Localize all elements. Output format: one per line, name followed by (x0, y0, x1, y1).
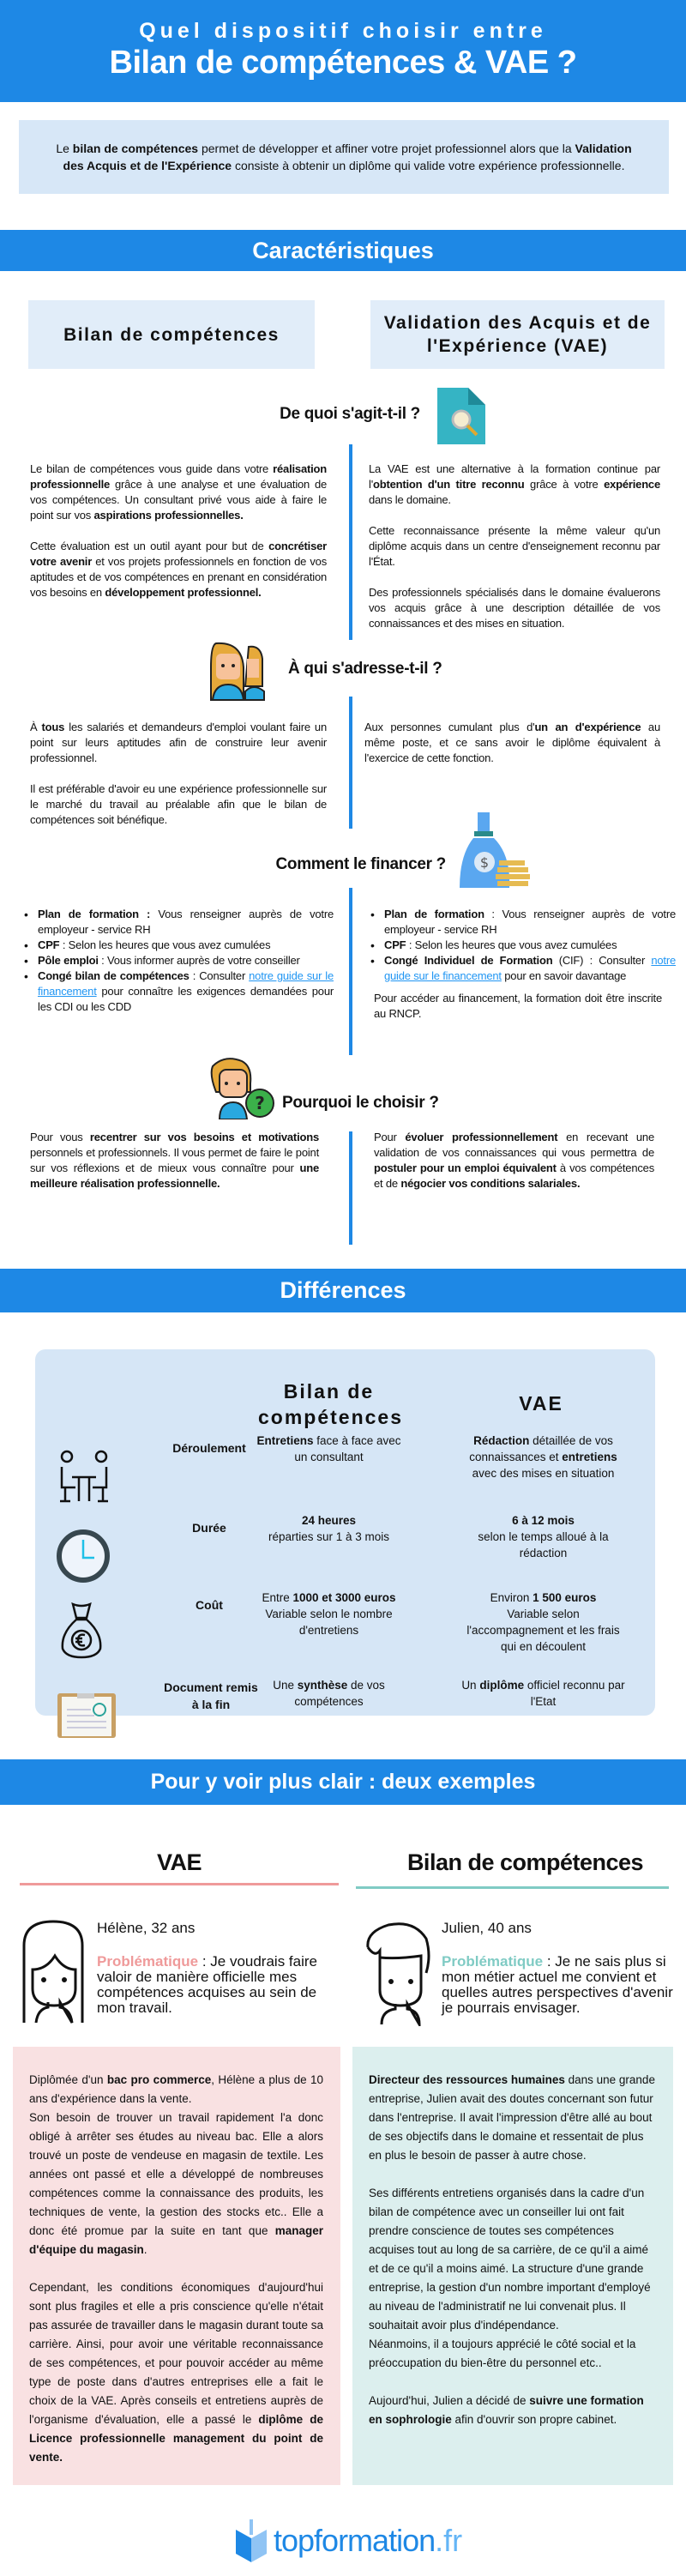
text: en recevant une validation de vos connaissances qui vous permettra de (374, 1131, 654, 1159)
text: et vos projets professionnels en fonction de vos aptitudes et de vos compétences en prenant en considération vos besoins en (30, 555, 327, 599)
bold-text: Rédaction (473, 1434, 530, 1447)
underline-bilan (356, 1886, 669, 1889)
text: À (30, 721, 42, 733)
text: de vos compétences (294, 1679, 385, 1708)
person-question-icon (208, 1058, 276, 1119)
text: Le bilan de compétences vous guide dans votre (30, 462, 274, 475)
cell-bilan (250, 1590, 408, 1638)
list-item (369, 953, 676, 984)
svg-text:$: $ (479, 854, 490, 871)
bold-text: réalisation professionnelle (30, 462, 327, 491)
bold-text: diplôme de Licence professionnelle management du point de vente. (29, 2413, 323, 2464)
text: les salariés et demandeurs d'emploi voulant faire un point sur leurs aptitudes afin de construire leur avenir professionnel. (30, 721, 327, 764)
woman-avatar-icon (21, 1920, 87, 2026)
text: Le (56, 142, 73, 155)
bold-text: 6 à 12 mois (512, 1514, 575, 1527)
paragraph (30, 462, 327, 523)
money-bag-icon (460, 812, 537, 888)
example-title-bilan: Bilan de compétences (406, 1849, 644, 1875)
header-banner (0, 0, 686, 102)
text: Un (461, 1679, 480, 1692)
problem-label: Problématique (97, 1953, 199, 1970)
text: Vous renseigner auprès de votre employeur - service RH (38, 908, 334, 936)
cell-vae (460, 1433, 627, 1481)
q1-right-text (369, 462, 660, 647)
text: Entre (262, 1591, 293, 1604)
text: Il est préférable d'avoir eu une expérience professionnelle sur le marché du travail au préalable afin que le bilan de compétences soit bénéfique. (30, 782, 327, 826)
text: officiel reconnu par l'Etat (524, 1679, 625, 1708)
row-label: Déroulement (172, 1441, 246, 1455)
bold-text: Validation des Acquis et de l'Expérience (63, 142, 632, 172)
row-label: Coût (196, 1598, 223, 1612)
paragraph (29, 2071, 323, 2259)
text: Ses différents entretiens organisés dans la cadre d'un bilan de compétence avec un conseiller lui ont fait prendre conscience de toutes ses compétences acquises tout au long de sa carrière, de ce qu'il a aimé et de ce qu'il a moins aimé. La structure d'une grande entreprise, la gestion d'un nombre important d'employé au niveau de l'administratif ne lui convenait plus. Il souhaitait avoir plus d'indépendance. (369, 2187, 651, 2332)
list-item (22, 968, 334, 1015)
problem-text: : Je voudrais faire valoir de manière officielle mes compétences acquises au sein de mon travail. (97, 1953, 317, 2016)
q4-right-text (374, 1130, 654, 1207)
financing-note (369, 991, 662, 1022)
paragraph (30, 720, 327, 766)
bold-text: expérience (604, 478, 660, 491)
text: Variable selon l'accompagnement et les frais qui en découlent (466, 1608, 620, 1653)
bold-text: Directeur des ressources humaines (369, 2073, 565, 2086)
column-header-vae: Validation des Acquis et de l'Expérience (VAE) (370, 300, 665, 369)
column-divider (349, 444, 352, 640)
column-divider (349, 697, 352, 829)
bold-text: Congé Individuel de Formation (384, 954, 553, 967)
bold-text: CPF (384, 938, 406, 951)
logo-text: topformation (274, 2523, 436, 2558)
text: pour en savoir davantage (501, 969, 627, 982)
bold-text: Plan de formation : (38, 908, 151, 920)
cell-bilan (250, 1677, 408, 1710)
svg-text:?: ? (255, 1093, 265, 1113)
text: . (143, 2243, 147, 2256)
person-card-helene (97, 1920, 328, 2016)
person-name: Hélène, 32 ans (97, 1920, 196, 1936)
person-name: Julien, 40 ans (442, 1920, 532, 1936)
paragraph (364, 720, 660, 766)
text: Cette reconnaissance présente la même valeur qu'un diplôme acquis dans un centre d'enseignement reconnu par l'État. (369, 524, 660, 568)
bold-text: postuler pour un emploi équivalent (374, 1161, 557, 1174)
man-avatar-icon (363, 1921, 435, 2026)
cell-vae (460, 1512, 627, 1561)
bold-text: concrétiser votre avenir (30, 540, 327, 568)
text: Pour (374, 1131, 406, 1143)
text: permet de développer et affiner votre projet professionnel alors que la (198, 142, 575, 155)
financing-guide-link[interactable]: notre guide sur le financement (38, 969, 334, 998)
header-subtitle: Quel dispositif choisir entre (139, 19, 547, 43)
text: : Vous informer auprès de votre conseiller (98, 954, 300, 967)
text: dans le domaine. (369, 493, 451, 506)
document-search-icon (437, 388, 490, 444)
text: grâce à votre (524, 478, 605, 491)
paragraph (374, 1130, 654, 1191)
bold-text: obtention d'un titre reconnu (372, 478, 525, 491)
bold-text: bilan de compétences (72, 142, 199, 155)
example-title-vae: VAE (156, 1849, 202, 1875)
column-divider (349, 888, 352, 1055)
bold-text: aspirations professionnelles. (93, 509, 244, 522)
row-label: Document remis à la fin (164, 1680, 258, 1711)
q3-left-list (22, 907, 334, 1015)
text: afin d'ouvrir son propre cabinet. (451, 2413, 617, 2426)
text: Variable selon le nombre d'entretiens (265, 1608, 393, 1637)
problem-text: : Je ne sais plus si mon métier actuel me convient et quelles autres perspectives d'avenir je pourrais envisager. (442, 1953, 673, 2016)
column-divider (349, 1131, 352, 1245)
bold-text: suivre une formation en sophrologie (369, 2394, 644, 2426)
text: Pour vous (30, 1131, 90, 1143)
intro-box (19, 120, 669, 194)
bold-text: recentrer sur vos besoins et motivations (89, 1131, 319, 1143)
list-item (22, 907, 334, 938)
text: au même poste, et ce sans avoir le diplôme équivalent à l'exercice de cette fonction. (364, 721, 660, 764)
text: La VAE est une alternative à la formation continue par l' (369, 462, 660, 491)
meeting-icon (57, 1450, 113, 1503)
text: Cette évaluation est un outil ayant pour but de (30, 540, 269, 552)
paragraph (30, 539, 327, 600)
intro-text (45, 140, 643, 174)
text: : Consulter (189, 969, 250, 982)
list-item (22, 938, 334, 953)
text: Son besoin de trouver un travail rapidement l'a donc obligé à arrêter ses études au niveau bac. Elle a alors trouvé un poste de vendeuse en magasin de textile. Les années ont passé et elle a développé de nombreuses compétences comme la connaissance des produits, les techniques de vente, la gestion des stocks etc.. Elle a donc été promue par la suite en tant que (29, 2111, 323, 2237)
text: dans une grande entreprise, Julien avait des doutes concernant son futur dans l'entreprise. Il avait l'impression d'être allé au bout de ses objectifs dans le domaine et ressentait de plus en plus le besoin de passer à autre chose. (369, 2073, 655, 2162)
bold-text: 1000 et 3000 euros (292, 1591, 396, 1604)
example-box-bilan (352, 2047, 673, 2485)
table-header-vae: VAE (519, 1392, 563, 1415)
bold-text: négocier vos conditions salariales. (400, 1177, 581, 1190)
text: Néanmoins, il a toujours apprécié le côté social et la préoccupation du bien-être du personnel etc.. (369, 2338, 636, 2369)
text: Environ (490, 1591, 533, 1604)
question-heading: Pourquoi le choisir ? (282, 1094, 439, 1112)
bold-text: bac pro commerce (106, 2073, 212, 2086)
bold-text: Entretiens (256, 1434, 314, 1447)
cell-vae (460, 1677, 627, 1710)
text: avec des mises en situation (472, 1467, 615, 1480)
table-header-bilan: Bilan de compétences (258, 1380, 404, 1428)
section-exemples: Pour y voir plus clair : deux exemples (0, 1759, 686, 1805)
text: , Hélène a plus de 10 ans d'expérience dans la vente. (29, 2073, 323, 2105)
q2-left-text (30, 720, 327, 843)
clock-icon (57, 1529, 110, 1583)
euro-bag-icon (61, 1602, 102, 1659)
text: détaillée de vos connaissances et (469, 1434, 613, 1463)
list-item (22, 953, 334, 968)
paragraph (30, 781, 327, 828)
bold-text: Congé bilan de compétences (38, 969, 190, 982)
cell-vae (460, 1590, 627, 1655)
header-title: Bilan de compétences & VAE ? (109, 45, 577, 81)
text: selon le temps alloué à la rédaction (478, 1530, 609, 1559)
row-label: Durée (192, 1521, 226, 1535)
section-caracteristiques: Caractéristiques (0, 230, 686, 271)
cell-bilan (250, 1433, 408, 1465)
q3-right-list (369, 907, 676, 1022)
bold-text: tous (41, 721, 65, 733)
text: Diplômée d'un (29, 2073, 107, 2086)
bold-text: 24 heures (301, 1514, 357, 1527)
bold-text: synthèse (297, 1679, 348, 1692)
comparison-table (35, 1349, 655, 1716)
text: Une (273, 1679, 298, 1692)
bold-text: un an d'expérience (534, 721, 641, 733)
financing-guide-link[interactable]: notre guide sur le financement (384, 954, 676, 982)
bold-text: manager d'équipe du magasin (29, 2224, 323, 2256)
text: Cependant, les conditions économiques d'aujourd'hui sont plus fragiles et elle a pris conscience qu'elle n'était pas assurée de travailler dans le magasin durant toute sa carrière. Ainsi, pour avoir une véritable reconnaissance de ses compétences, et pour pouvoir accéder au même type de poste dans d'autres entreprises elle a fait le choix de la VAE. Après conseils et entretiens auprès de l'organisme d'évaluation, elle a passé le (29, 2281, 323, 2426)
text: Aujourd'hui, Julien a décidé de (369, 2394, 530, 2407)
paragraph (369, 2392, 656, 2429)
bold-text: CPF (38, 938, 60, 951)
text: consiste à obtenir un diplôme qui valide votre expérience professionnelle. (232, 159, 625, 172)
logo-tld: .fr (435, 2523, 463, 2558)
list-item (369, 938, 676, 953)
problem-label: Problématique (442, 1953, 544, 1970)
text: réparties sur 1 à 3 mois (268, 1530, 390, 1543)
text: grâce à une analyse et une évaluation de vos compétences. Un consultant privé vous aide à faire le point sur vos (30, 478, 327, 522)
q2-right-text (364, 720, 660, 781)
bold-text: évoluer professionnellement (405, 1131, 558, 1143)
people-icon (208, 642, 273, 702)
text: pour connaître les exigences demandées pour les CDI ou les CDD (38, 985, 334, 1013)
text: : Selon les heures que vous avez cumulées (59, 938, 271, 951)
question-heading: À qui s'adresse-t-il ? (288, 660, 442, 678)
question-heading: De quoi s'agit-t-il ? (280, 405, 420, 423)
cell-bilan (250, 1512, 408, 1545)
paragraph (369, 585, 660, 631)
q4-left-text (30, 1130, 319, 1207)
example-box-vae (13, 2047, 340, 2485)
paragraph (369, 2184, 656, 2373)
paragraph (369, 523, 660, 570)
text: à vos compétences et de (374, 1161, 654, 1190)
section-differences: Différences (0, 1269, 686, 1312)
text: : Vous renseigner auprès de votre employeur - service RH (384, 908, 676, 936)
certificate-icon (57, 1692, 117, 1739)
logo-book-icon (236, 2519, 267, 2562)
text: Aux personnes cumulant plus d' (364, 721, 535, 733)
bold-text: diplôme (479, 1679, 525, 1692)
bold-text: une meilleure réalisation professionnelle. (30, 1161, 319, 1190)
paragraph (369, 462, 660, 508)
topformation-logo[interactable] (236, 2519, 462, 2562)
text: : Selon les heures que vous avez cumulées (406, 938, 617, 951)
paragraph (369, 2071, 656, 2165)
paragraph (29, 2278, 323, 2467)
bold-text: 1 500 euros (533, 1591, 597, 1604)
column-header-bilan: Bilan de compétences (28, 300, 315, 369)
list-item (369, 907, 676, 938)
q1-left-text (30, 462, 327, 616)
bold-text: Pôle emploi (38, 954, 99, 967)
text: Des professionnels spécialisés dans le domaine évaluerons vos acquis grâce à une description détaillée de vos connaissances et des mises en situation. (369, 586, 660, 630)
bold-text: entretiens (562, 1451, 617, 1463)
text: face à face avec un consultant (294, 1434, 401, 1463)
person-card-julien (442, 1920, 673, 2016)
underline-vae (20, 1883, 339, 1885)
bold-text: développement professionnel. (105, 586, 262, 599)
question-heading: Comment le financer ? (275, 855, 446, 873)
paragraph (30, 1130, 319, 1191)
text: personnels et professionnels. Il vous permet de faire le point sur vos réflexions et de mieux vous connaître pour (30, 1146, 319, 1174)
text: Pour accéder au financement, la formation doit être inscrite au RNCP. (374, 992, 662, 1020)
bold-text: Plan de formation (384, 908, 484, 920)
text: (CIF) : Consulter (552, 954, 652, 967)
